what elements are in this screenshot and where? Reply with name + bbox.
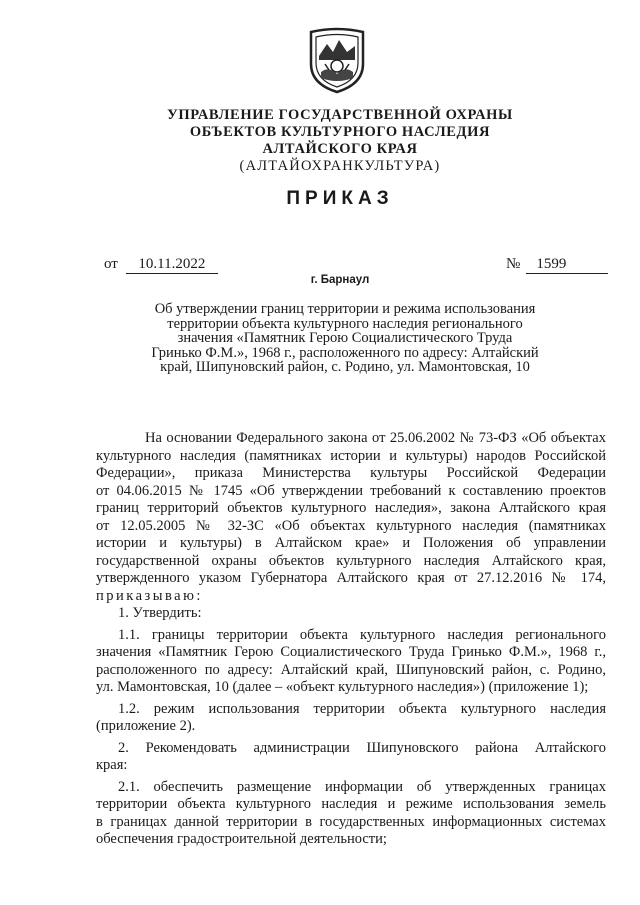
- item-1-1-line: ул. Мамонтовская, 10 (далее – «объект культурного наследия») (приложение 1);: [96, 679, 589, 695]
- number-prefix: №: [506, 256, 521, 272]
- item-1-2-line: 1.2. режим использования территории объекта культурного наследия: [118, 700, 606, 717]
- item-1: 1. Утвердить:: [118, 605, 202, 621]
- city-label: г. Барнаул: [310, 274, 370, 286]
- subject-line: территории объекта культурного наследия регионального: [167, 315, 523, 332]
- order-number: [506, 256, 608, 274]
- date-prefix: от: [104, 256, 118, 272]
- preamble-line: границ территорий объектов культурного наследия», закона Алтайского края: [96, 500, 606, 516]
- item-2-1-line: в границах данной территории в государственных информационных системах: [96, 813, 606, 830]
- item-1-2-line: (приложение 2).: [96, 718, 196, 734]
- coat-of-arms-emblem: [305, 26, 369, 94]
- organization-name: [90, 107, 590, 175]
- number-value: 1599: [526, 256, 608, 274]
- preamble-line: утвержденного указом Губернатора Алтайского края от 27.12.2016 № 174,: [96, 570, 606, 586]
- preamble-line: от 12.05.2005 № 32-ЗС «Об объектах культурного наследия (памятниках: [96, 517, 606, 534]
- subject-line: Об утверждении границ территории и режима использования: [154, 301, 536, 317]
- preamble-line: культурного наследия (памятниках истории и культуры) народов Российской: [96, 447, 606, 464]
- preamble-line: от 04.06.2015 № 1745 «Об утверждении требований к составлению проектов: [96, 482, 606, 499]
- order-date: [104, 256, 218, 274]
- preamble-line: государственной охраны объектов культурного наследия Алтайского края,: [96, 552, 606, 569]
- item-2-1-line: 2.1. обеспечить размещение информации об утвержденных границах: [118, 778, 606, 795]
- order-body: [96, 430, 606, 849]
- preamble-line: На основании Федерального закона от 25.06.2002 № 73-ФЗ «Об объектах: [145, 430, 606, 446]
- order-subject: [130, 302, 560, 375]
- preamble-line: Федерации», приказа Министерства культуры Российской Федерации: [96, 465, 606, 481]
- document-title: ПРИКАЗ: [286, 188, 394, 209]
- item-1-1-line: 1.1. границы территории объекта культурного наследия регионального: [118, 626, 606, 643]
- item-2-line: 2. Рекомендовать администрации Шипуновского района Алтайского: [118, 739, 606, 756]
- subject-line: Гринько Ф.М.», 1968 г., расположенного по адресу: Алтайский: [151, 344, 539, 361]
- subject-line: значения «Памятник Герою Социалистического Труда: [177, 330, 513, 346]
- org-abbreviation: (АЛТАЙОХРАНКУЛЬТУРА): [239, 158, 441, 174]
- item-1-1-line: расположенного по адресу: Алтайский край, Шипуновский район, с. Родино,: [96, 661, 606, 678]
- preamble-line: истории и культуры) в Алтайском крае» и Положения об управлении: [96, 535, 606, 551]
- org-line-2: ОБЪЕКТОВ КУЛЬТУРНОГО НАСЛЕДИЯ: [189, 124, 491, 140]
- item-2-line: края:: [96, 757, 128, 773]
- org-line-3: АЛТАЙСКОГО КРАЯ: [262, 141, 418, 157]
- subject-line: край, Шипуновский район, с. Родино, ул. Мамонтовская, 10: [160, 359, 530, 375]
- order-word: приказываю:: [96, 587, 203, 604]
- item-2-1-line: территории объекта культурного наследия и режиме использования земель: [96, 796, 606, 812]
- item-2-1-line: обеспечения градостроительной деятельности;: [96, 831, 387, 847]
- org-line-1: УПРАВЛЕНИЕ ГОСУДАРСТВЕННОЙ ОХРАНЫ: [167, 107, 513, 123]
- date-value: 10.11.2022: [126, 256, 218, 274]
- item-1-1-line: значения «Памятник Герою Социалистического Труда Гринько Ф.М.», 1968 г.,: [96, 644, 606, 660]
